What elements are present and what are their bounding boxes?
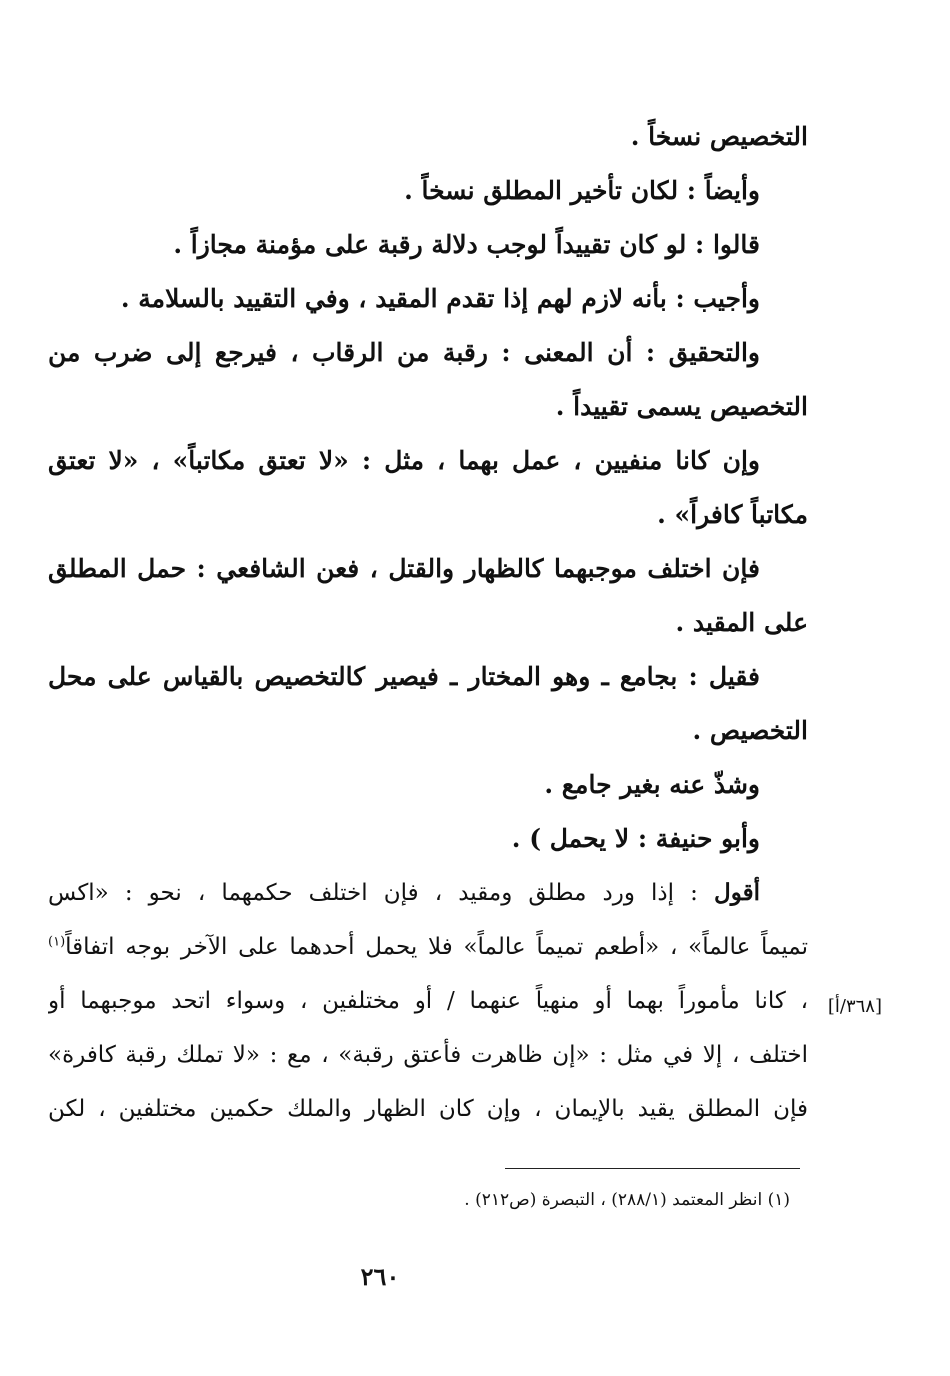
footnote: (١) انظر المعتمد (٢٨٨/١) ، التبصرة (ص٢١٢) .: [464, 1190, 790, 1210]
text-line: قالوا : لو كان تقييداً لوجب دلالة رقبة على مؤمنة مجازاً .: [173, 230, 760, 259]
text-line: وأيضاً : لكان تأخير المطلق نسخاً .: [404, 176, 760, 205]
text-line: وأجيب : بأنه لازم لهم إذا تقدم المقيد ، وفي التقييد بالسلامة .: [120, 284, 760, 313]
commentary-text: تميماً عالماً» ، «أطعم تميماً عالماً» فلا يحمل أحدهما على الآخر بوجه اتفاقاً: [65, 934, 808, 960]
text-line: والتحقيق : أن المعنى : رقبة من الرقاب ، فيرجع إلى ضرب من: [48, 338, 760, 367]
commentary-line: [48, 866, 808, 920]
text-line: فإن اختلف موجبهما كالظهار والقتل ، فعن الشافعي : حمل المطلق: [48, 554, 760, 583]
manuscript-folio-reference: [٣٦٨/أ]: [827, 996, 882, 1017]
footnote-marker: (١): [48, 934, 66, 950]
text-line: وإن كانا منفيين ، عمل بهما ، مثل : «لا تعتق مكاتباً» ، «لا تعتق: [48, 446, 760, 475]
text-line: مكاتباً كافراً» .: [657, 500, 808, 529]
main-text-block: [48, 110, 808, 1136]
commentary-line: فإن المطلق يقيد بالإيمان ، وإن كان الظهار والملك حكمين مختلفين ، لكن: [48, 1096, 808, 1122]
commentary-line: ، كانا مأموراً بهما أو منهياً عنهما / أو مختلفين ، وسواء اتحد موجبهما أو: [48, 988, 808, 1014]
footnote-divider: [505, 1168, 800, 1169]
commentary-section: [48, 866, 808, 1136]
text-line: التخصيص يسمى تقييداً .: [555, 392, 808, 421]
page-number: ٢٦٠: [360, 1262, 400, 1291]
text-line: وشذّ عنه بغير جامع .: [544, 770, 760, 799]
text-line: وأبو حنيفة : لا يحمل ) .: [511, 824, 760, 853]
text-line: فقيل : بجامع ـ وهو المختار ـ فيصير كالتخصيص بالقياس على محل: [48, 662, 760, 691]
text-line: التخصيص .: [692, 716, 808, 745]
matn-section: [48, 110, 808, 866]
commentary-lead-word: أقول: [714, 879, 761, 906]
text-line: على المقيد .: [675, 608, 808, 637]
commentary-line: [48, 920, 808, 974]
commentary-text: : إذا ورد مطلق ومقيد ، فإن اختلف حكمهما ، نحو : «اكس: [48, 880, 698, 906]
text-line: التخصيص نسخاً .: [630, 122, 808, 151]
commentary-line: اختلف ، إلا في مثل : «إن ظاهرت فأعتق رقبة» ، مع : «لا تملك رقبة كافرة»: [48, 1042, 808, 1068]
